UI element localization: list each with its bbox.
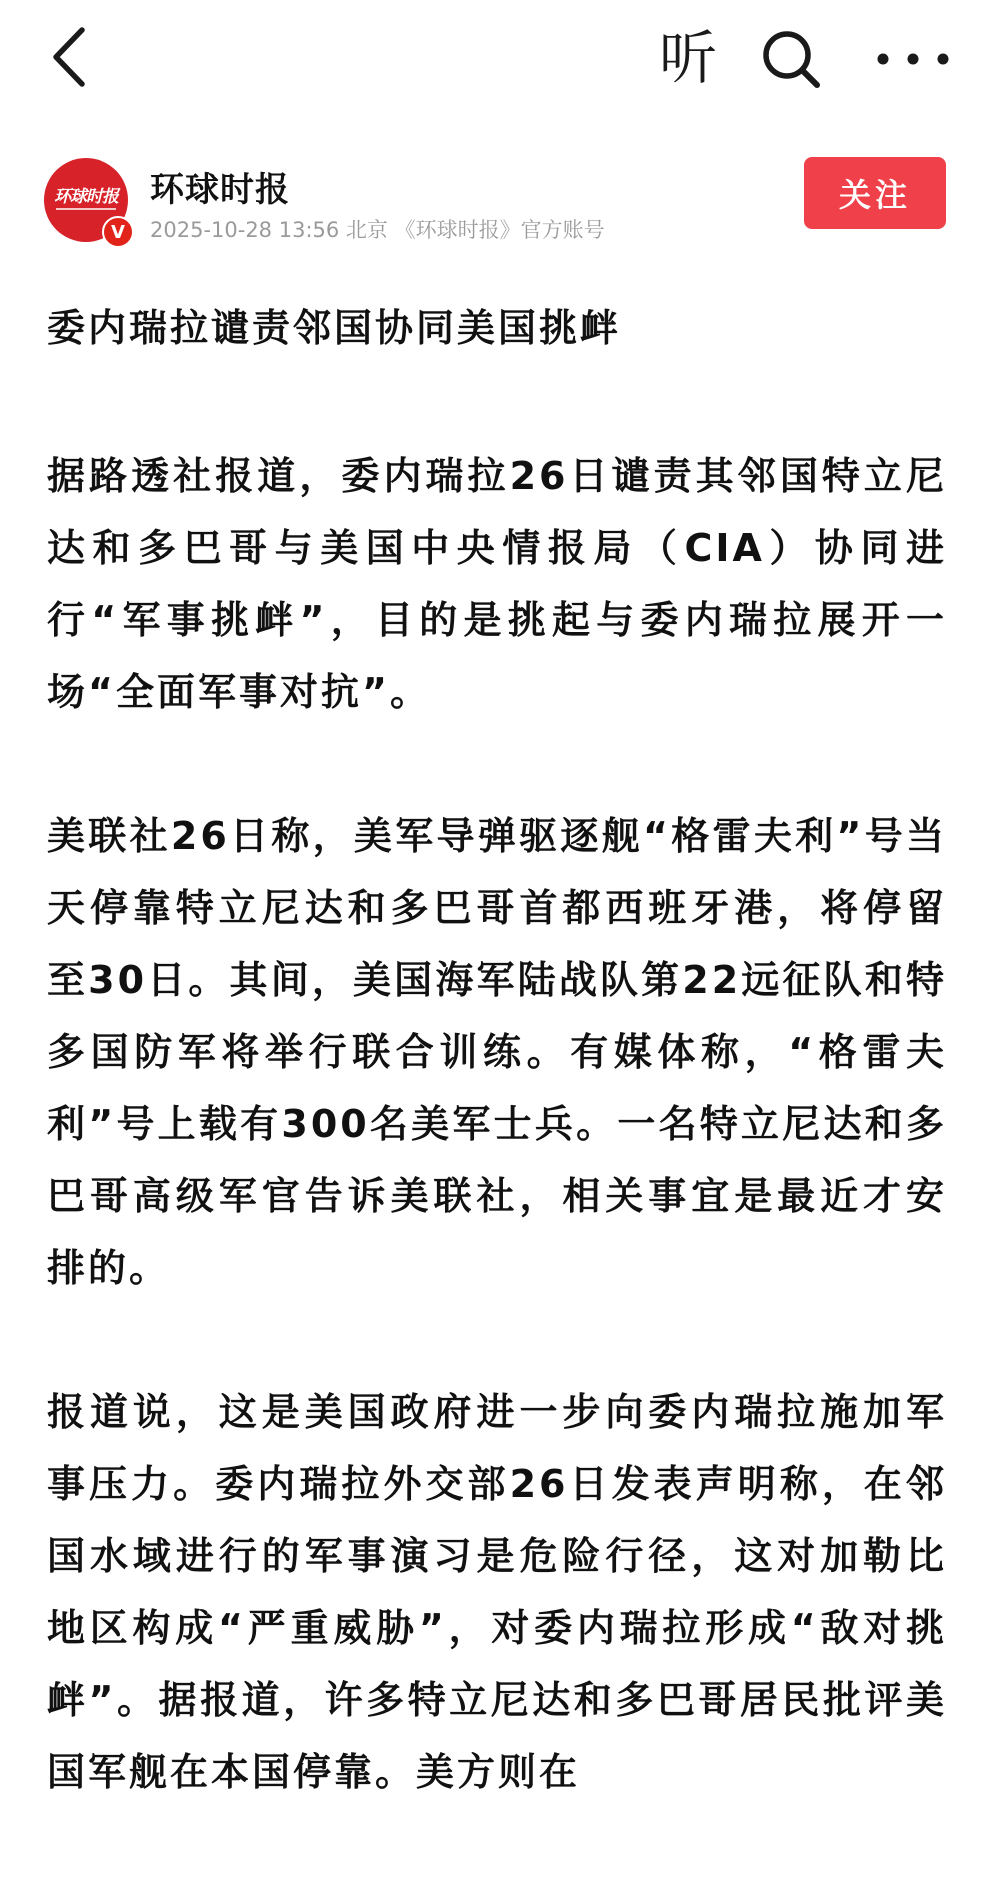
article-paragraph: 报道说，这是美国政府进一步向委内瑞拉施加军事压力。委内瑞拉外交部26日发表声明称，在邻国水域进行的军事演习是危险行径，这对加勒比地区构成“严重威胁”，对委内瑞拉形成“敌对挑衅”。据报道，许多特立尼达和多巴哥居民批评美国军舰在本国停靠。美方则在 [47, 1390, 947, 1794]
avatar[interactable] [44, 158, 128, 242]
avatar-logo-text: 环球时报 [54, 187, 118, 207]
article-body [47, 300, 947, 1880]
search-button[interactable] [756, 24, 826, 94]
article-paragraph: 美联社26日称，美军导弹驱逐舰“格雷夫利”号当天停靠特立尼达和多巴哥首都西班牙港，将停留至30日。其间，美国海军陆战队第22远征队和特多国防军将举行联合训练。有媒体称，“格雷夫利”号上载有300名美军士兵。一名特立尼达和多巴哥高级军官告诉美联社，相关事宜是最近才安排的。 [47, 814, 947, 1290]
article-title: 委内瑞拉谴责邻国协同美国挑衅 [47, 306, 622, 350]
chevron-left-icon [48, 26, 88, 88]
search-icon [759, 27, 823, 91]
verified-badge [102, 216, 134, 248]
author-name[interactable]: 环球时报 [150, 170, 290, 210]
author-meta: 2025-10-28 13:56 北京 《环球时报》官方账号 [150, 218, 605, 242]
follow-button[interactable]: 关注 [804, 157, 946, 229]
top-navigation-bar [0, 0, 986, 120]
author-header [0, 150, 986, 260]
more-horizontal-icon [873, 51, 953, 67]
more-options-button[interactable] [868, 24, 958, 94]
back-button[interactable] [40, 22, 96, 92]
listen-label: 听 [658, 24, 717, 92]
verified-label: V [111, 221, 125, 243]
listen-button[interactable] [650, 20, 726, 96]
avatar-logo-underline [56, 208, 116, 210]
article-paragraph: 据路透社报道，委内瑞拉26日谴责其邻国特立尼达和多巴哥与美国中央情报局（CIA）协同进行“军事挑衅”，目的是挑起与委内瑞拉展开一场“全面军事对抗”。 [47, 454, 947, 714]
